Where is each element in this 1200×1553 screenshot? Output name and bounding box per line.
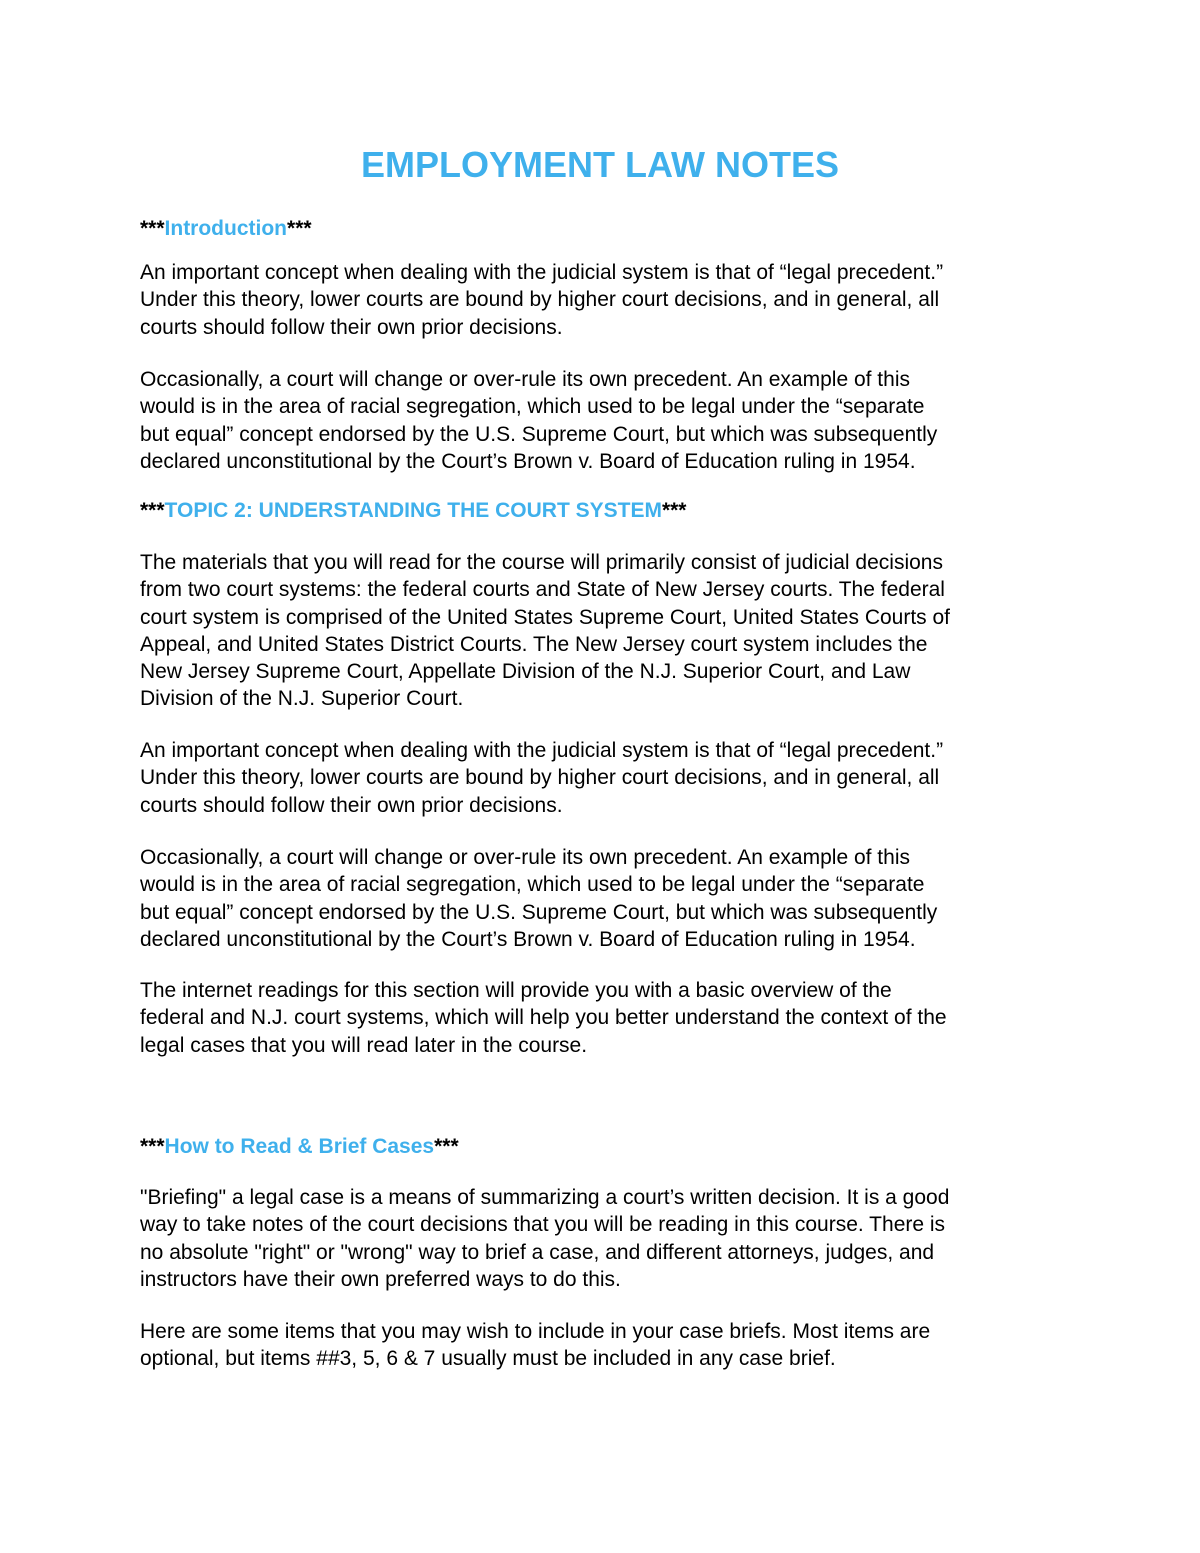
text-line: "Briefing" a legal case is a means of summarizing a court’s written decision. It is a good bbox=[140, 1186, 950, 1209]
text-line: but equal” concept endorsed by the U.S. Supreme Court, but which was subsequently bbox=[140, 422, 938, 446]
text-line: optional, but items ##3, 5, 6 & 7 usually must be included in any case brief. bbox=[140, 1347, 836, 1371]
text-line: Division of the N.J. Superior Court. bbox=[140, 687, 464, 711]
text-line: declared unconstitutional by the Court’s Brown v. Board of Education ruling in 1954. bbox=[140, 449, 916, 473]
section-heading-brief-cases bbox=[140, 1135, 459, 1159]
text-line: An important concept when dealing with the judicial system is that of “legal precedent.” bbox=[140, 261, 944, 284]
text-line: An important concept when dealing with the judicial system is that of “legal precedent.” bbox=[140, 739, 944, 762]
heading-marker-right: *** bbox=[287, 217, 312, 240]
text-line: no absolute "right" or "wrong" way to brief a case, and different attorneys, judges, and bbox=[140, 1240, 935, 1264]
heading-marker-left: *** bbox=[140, 217, 165, 240]
text-line: Occasionally, a court will change or over-rule its own precedent. An example of this bbox=[140, 846, 910, 869]
text-line: legal cases that you will read later in the course. bbox=[140, 1033, 588, 1057]
text-line: declared unconstitutional by the Court’s Brown v. Board of Education ruling in 1954. bbox=[140, 927, 916, 951]
text-line: Under this theory, lower courts are bound by higher court decisions, and in general, all bbox=[140, 766, 940, 790]
text-line: New Jersey Supreme Court, Appellate Division of the N.J. Superior Court, and Law bbox=[140, 660, 911, 684]
text-line: courts should follow their own prior decisions. bbox=[140, 793, 563, 817]
text-line: from two court systems: the federal courts and State of New Jersey courts. The federal bbox=[140, 578, 945, 602]
text-line: court system is comprised of the United States Supreme Court, United States Courts of bbox=[140, 605, 951, 629]
text-line: federal and N.J. court systems, which will help you better understand the context of the bbox=[140, 1006, 947, 1030]
paragraph bbox=[140, 844, 1070, 953]
text-line: would is in the area of racial segregation, which used to be legal under the “separate bbox=[140, 873, 925, 897]
paragraph bbox=[140, 737, 1070, 819]
heading-marker-left: *** bbox=[140, 499, 165, 522]
heading-marker-right: *** bbox=[434, 1135, 459, 1158]
heading-marker-right: *** bbox=[661, 499, 687, 522]
text-line: way to take notes of the court decisions that you will be reading in this course. There is bbox=[140, 1213, 946, 1237]
paragraph bbox=[140, 1184, 1070, 1293]
text-line: Appeal, and United States District Courts. The New Jersey court system includes the bbox=[140, 632, 928, 656]
text-line: would is in the area of racial segregation, which used to be legal under the “separate bbox=[140, 395, 925, 419]
text-line: The internet readings for this section will provide you with a basic overview of the bbox=[140, 979, 892, 1002]
text-line: Occasionally, a court will change or over-rule its own precedent. An example of this bbox=[140, 368, 910, 391]
heading-marker-left: *** bbox=[140, 1135, 165, 1158]
heading-text: Introduction bbox=[164, 217, 288, 240]
paragraph bbox=[140, 977, 1070, 1059]
paragraph bbox=[140, 259, 1070, 341]
text-line: instructors have their own preferred ways to do this. bbox=[140, 1267, 621, 1291]
section-heading-introduction bbox=[140, 217, 312, 241]
text-line: Here are some items that you may wish to include in your case briefs. Most items are bbox=[140, 1320, 931, 1343]
text-line: Under this theory, lower courts are bound by higher court decisions, and in general, all bbox=[140, 288, 940, 312]
paragraph bbox=[140, 549, 1070, 713]
text-line: but equal” concept endorsed by the U.S. Supreme Court, but which was subsequently bbox=[140, 900, 938, 924]
paragraph bbox=[140, 1318, 1070, 1373]
section-heading-topic-2 bbox=[140, 499, 686, 523]
text-line: The materials that you will read for the course will primarily consist of judicial decisions bbox=[140, 551, 943, 574]
text-line: courts should follow their own prior decisions. bbox=[140, 315, 563, 339]
heading-text: How to Read & Brief Cases bbox=[164, 1135, 435, 1158]
heading-text: TOPIC 2: UNDERSTANDING THE COURT SYSTEM bbox=[164, 499, 662, 522]
document-title: EMPLOYMENT LAW NOTES bbox=[360, 144, 839, 185]
paragraph bbox=[140, 366, 1070, 475]
